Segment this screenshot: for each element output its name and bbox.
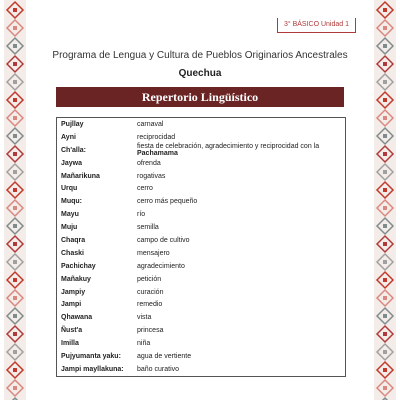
pattern-dot bbox=[383, 206, 387, 210]
pattern-dot bbox=[13, 98, 17, 102]
table-row bbox=[57, 221, 345, 234]
pattern-dot bbox=[383, 332, 387, 336]
pattern-dot bbox=[13, 332, 17, 336]
term-cell: Qhawana bbox=[61, 314, 93, 322]
definition-cell bbox=[137, 314, 345, 321]
definition-text: vista bbox=[137, 314, 152, 322]
definition-cell bbox=[137, 198, 345, 205]
term-cell: Jampi bbox=[61, 301, 82, 309]
pattern-dot bbox=[13, 296, 17, 300]
term-cell: Mayu bbox=[61, 211, 79, 219]
table-row bbox=[57, 131, 345, 144]
pattern-dot bbox=[13, 134, 17, 138]
definition-text: ofrenda bbox=[137, 159, 161, 167]
definition-text: carnaval bbox=[137, 120, 164, 128]
pattern-dot bbox=[13, 152, 17, 156]
definition-cell bbox=[137, 121, 345, 128]
definition-text: cerro bbox=[137, 185, 153, 193]
definition-cell bbox=[137, 301, 345, 308]
pattern-dot bbox=[13, 368, 17, 372]
definition-text: campo de cultivo bbox=[137, 236, 190, 244]
section-header: Repertorio Lingüístico bbox=[56, 87, 344, 107]
table-row bbox=[57, 260, 345, 273]
definition-text: fiesta de celebración, agradecimiento y reciprocidad con la bbox=[137, 143, 320, 151]
definition-cell bbox=[137, 366, 345, 373]
term-cell: Chaski bbox=[61, 249, 84, 257]
pattern-dot bbox=[383, 134, 387, 138]
table-row bbox=[57, 118, 345, 131]
pattern-dot bbox=[383, 116, 387, 120]
term-cell: Jaywa bbox=[61, 159, 83, 167]
definition-text: agua de vertiente bbox=[137, 352, 192, 360]
table-row bbox=[57, 311, 345, 324]
pattern-dot bbox=[383, 350, 387, 354]
program-title: Programa de Lengua y Cultura de Pueblos Originarios Ancestrales bbox=[52, 50, 348, 61]
term-cell: Mañarikuna bbox=[61, 172, 100, 180]
term-cell: Jampi mayllakuna: bbox=[61, 365, 124, 373]
definition-cell bbox=[137, 276, 345, 283]
definition-cell bbox=[137, 289, 345, 296]
table-row bbox=[57, 170, 345, 183]
term-cell: Pujyumanta yaku: bbox=[61, 352, 121, 360]
definition-cell bbox=[137, 340, 345, 347]
definition-text: rogativas bbox=[137, 172, 166, 180]
definition-text: río bbox=[137, 211, 146, 219]
pattern-dot bbox=[383, 62, 387, 66]
pattern-dot bbox=[383, 224, 387, 228]
term-cell: Ayni bbox=[61, 133, 76, 141]
pattern-dot bbox=[383, 8, 387, 12]
definition-text: princesa bbox=[137, 327, 164, 335]
definition-cell bbox=[137, 160, 345, 167]
pattern-dot bbox=[13, 350, 17, 354]
table-row bbox=[57, 337, 345, 350]
definition-text: baño curativo bbox=[137, 365, 180, 373]
table-row bbox=[57, 208, 345, 221]
table-row bbox=[57, 298, 345, 311]
term-cell: Mañakuy bbox=[61, 275, 91, 283]
definition-cell bbox=[137, 185, 345, 192]
table-row bbox=[57, 286, 345, 299]
pattern-dot bbox=[13, 242, 17, 246]
definition-text: mensajero bbox=[137, 249, 170, 257]
table-row bbox=[57, 247, 345, 260]
pattern-dot bbox=[383, 278, 387, 282]
term-cell: Muju bbox=[61, 224, 78, 232]
definition-cell bbox=[137, 173, 345, 180]
pattern-dot bbox=[383, 152, 387, 156]
pattern-dot bbox=[383, 188, 387, 192]
definition-text: reciprocidad bbox=[137, 133, 176, 141]
definition-text: semilla bbox=[137, 224, 159, 232]
definition-cell bbox=[137, 211, 345, 218]
table-row bbox=[57, 195, 345, 208]
term-cell: Ñust'a bbox=[61, 327, 83, 335]
table-row bbox=[57, 234, 345, 247]
pattern-dot bbox=[383, 44, 387, 48]
table-row bbox=[57, 182, 345, 195]
pattern-dot bbox=[383, 314, 387, 318]
pattern-dot bbox=[13, 314, 17, 318]
pattern-dot bbox=[13, 260, 17, 264]
definition-cell bbox=[137, 224, 345, 231]
pattern-dot bbox=[383, 170, 387, 174]
definition-cell bbox=[137, 250, 345, 257]
definition-text: remedio bbox=[137, 301, 163, 309]
pattern-dot bbox=[383, 386, 387, 390]
definition-cell bbox=[137, 263, 345, 270]
subject-title: Quechua bbox=[178, 68, 222, 79]
term-cell: Muqu: bbox=[61, 198, 82, 206]
pattern-dot bbox=[13, 62, 17, 66]
table-row bbox=[57, 157, 345, 170]
table-row bbox=[57, 350, 345, 363]
term-cell: Ch'alla: bbox=[61, 146, 87, 154]
table-row bbox=[57, 324, 345, 337]
grade-badge: 3° BÁSICO Unidad 1 bbox=[277, 18, 356, 33]
pattern-dot bbox=[13, 116, 17, 120]
pattern-dot bbox=[13, 386, 17, 390]
pattern-dot bbox=[13, 8, 17, 12]
definition-cell bbox=[137, 327, 345, 334]
pattern-dot bbox=[383, 260, 387, 264]
definition-cell bbox=[137, 134, 345, 141]
term-cell: Pujllay bbox=[61, 120, 84, 128]
pattern-dot bbox=[13, 206, 17, 210]
vocabulary-table bbox=[56, 117, 346, 377]
term-cell: Imilla bbox=[61, 340, 79, 348]
term-cell: Urqu bbox=[61, 185, 78, 193]
pattern-dot bbox=[383, 368, 387, 372]
table-row bbox=[57, 273, 345, 286]
pattern-dot bbox=[383, 242, 387, 246]
pattern-dot bbox=[13, 44, 17, 48]
definition-cell bbox=[137, 143, 345, 157]
pattern-dot bbox=[13, 80, 17, 84]
term-cell: Chaqra bbox=[61, 236, 86, 244]
term-cell: Pachichay bbox=[61, 262, 96, 270]
pattern-dot bbox=[13, 224, 17, 228]
pattern-dot bbox=[383, 98, 387, 102]
pattern-dot bbox=[13, 278, 17, 282]
table-row bbox=[57, 363, 345, 376]
pattern-dot bbox=[383, 80, 387, 84]
pattern-dot bbox=[13, 170, 17, 174]
term-cell: Jampiy bbox=[61, 288, 86, 296]
definition-cell bbox=[137, 237, 345, 244]
definition-text: cerro más pequeño bbox=[137, 198, 198, 206]
definition-emphasis: Pachamama bbox=[137, 150, 178, 158]
pattern-dot bbox=[13, 26, 17, 30]
definition-cell bbox=[137, 353, 345, 360]
pattern-dot bbox=[383, 26, 387, 30]
pattern-dot bbox=[383, 296, 387, 300]
table-row bbox=[57, 144, 345, 157]
definition-text: curación bbox=[137, 288, 164, 296]
definition-text: niña bbox=[137, 340, 151, 348]
definition-text: petición bbox=[137, 275, 162, 283]
pattern-dot bbox=[13, 188, 17, 192]
definition-text: agradecimiento bbox=[137, 262, 185, 270]
